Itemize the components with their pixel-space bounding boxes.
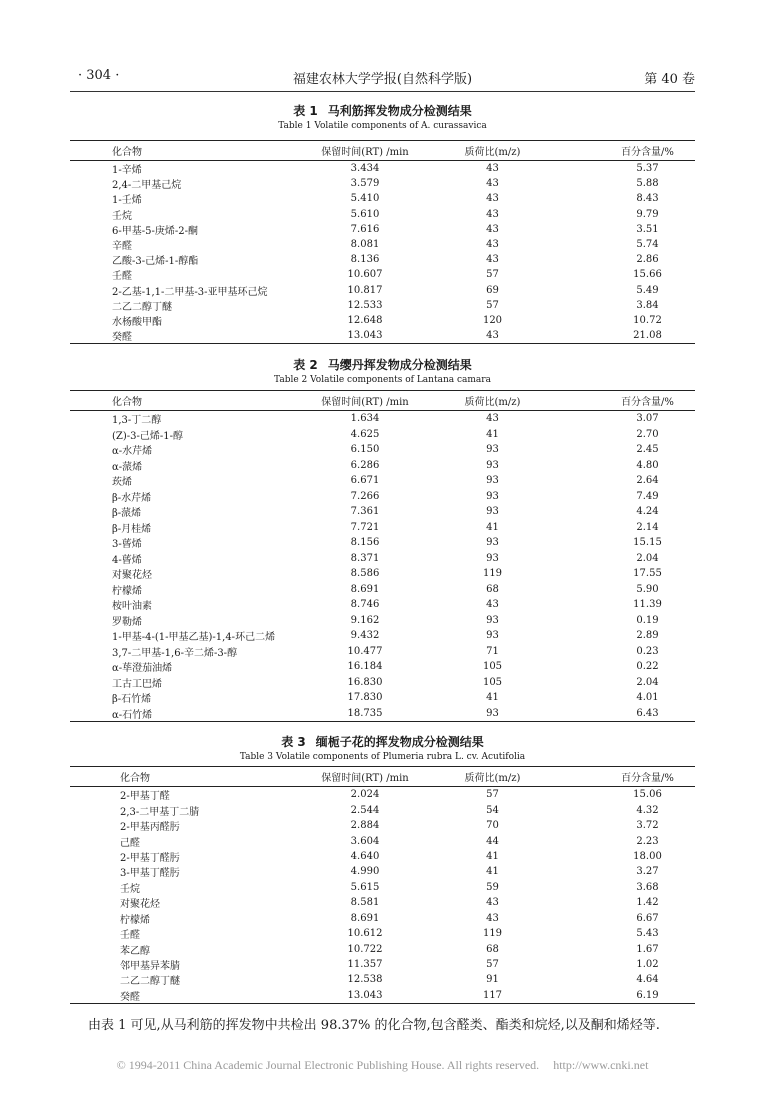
cell-retention-time: 13.043 (295, 328, 435, 344)
cell-mass-charge: 93 (435, 706, 550, 722)
cell-compound: 己醛 (120, 837, 140, 849)
cell-percentage: 2.64 (636, 475, 659, 487)
table-row (70, 864, 695, 879)
table-3-caption (70, 734, 695, 763)
cell-percentage: 0.22 (636, 661, 659, 673)
cell-compound: 对聚花烃 (112, 570, 152, 582)
header-rule (70, 91, 695, 92)
cell-retention-time: 7.266 (350, 490, 380, 502)
cell-mass-charge: 69 (486, 284, 499, 296)
cell-compound: 乙酸-3-己烯-1-醇酯 (112, 256, 199, 268)
cell-mass-charge: 91 (486, 974, 499, 986)
cell-retention-time: 8.586 (350, 568, 380, 580)
cell-mass-charge: 43 (486, 223, 499, 235)
col-header-retention-time: 保留时间(RT) /min (295, 141, 435, 161)
cell-compound: 1-辛烯 (112, 165, 142, 177)
cell-retention-time: 10.817 (347, 284, 383, 296)
col-header-percentage: 百分含量/% (550, 391, 695, 411)
table-row (70, 328, 695, 344)
cell-mass-charge: 119 (482, 928, 503, 940)
table-row (70, 427, 695, 443)
cell-percentage: 5.88 (636, 178, 659, 190)
cell-retention-time: 8.691 (350, 912, 380, 924)
table-row (70, 551, 695, 567)
table-3-title-en: Table 3 Volatile components of Plumeria rubra L. cv. Acutifolia (239, 752, 526, 762)
cell-retention-time: 8.691 (350, 583, 380, 595)
cell-retention-time: 7.721 (350, 521, 380, 533)
cell-percentage: 2.89 (636, 630, 659, 642)
cell-mass-charge: 43 (486, 193, 499, 205)
cell-mass-charge: 120 (482, 314, 503, 326)
table-row (70, 613, 695, 629)
cell-mass-charge: 93 (486, 630, 499, 642)
cell-compound: 2-甲基丁醛 (120, 791, 170, 803)
table-row (70, 582, 695, 598)
volume-label: 第 40 卷 (644, 72, 695, 87)
table-row (70, 972, 695, 987)
table-row (70, 176, 695, 191)
cell-retention-time: 3.579 (350, 178, 380, 190)
table-1-title-en: Table 1 Volatile components of A. curassavica (278, 121, 487, 131)
table-row (70, 298, 695, 313)
page-number: · 304 · (78, 68, 120, 83)
cell-compound: 2-甲基丙醛肟 (120, 822, 180, 834)
cell-mass-charge: 43 (486, 599, 499, 611)
cell-percentage: 9.79 (636, 208, 659, 220)
cell-mass-charge: 41 (486, 850, 499, 862)
cell-percentage: 1.02 (636, 959, 659, 971)
cell-compound: 1-甲基-4-(1-甲基乙基)-1,4-环己二烯 (112, 632, 276, 644)
table-row (70, 473, 695, 489)
body-paragraph: 由表 1 可见,从马利筋的挥发物中共检出 98.37% 的化合物,包含醛类、酯类和烷烃,以及酮和烯烃等. (88, 1018, 660, 1033)
cell-percentage: 1.42 (636, 897, 659, 909)
cell-compound: 2,3-二甲基丁二腈 (120, 806, 200, 818)
cell-percentage: 2.70 (636, 428, 659, 440)
cell-compound: 1-壬烯 (112, 195, 142, 207)
cell-percentage: 11.39 (633, 599, 662, 611)
cell-compound: α-石竹烯 (70, 706, 295, 722)
cell-percentage: 4.64 (636, 974, 659, 986)
col-header-percentage: 百分含量/% (550, 141, 695, 161)
table-row (70, 222, 695, 237)
table-row (70, 411, 695, 427)
cell-compound: 4-蒈烯 (112, 554, 142, 566)
cell-mass-charge: 93 (486, 444, 499, 456)
cell-compound: α-荜澄茄油烯 (112, 663, 173, 675)
cell-compound: 二乙二醇丁醚 (120, 976, 180, 988)
cell-retention-time: 6.671 (350, 475, 380, 487)
cell-compound: 3,7-二甲基-1,6-辛二烯-3-醇 (112, 647, 238, 659)
col-header-compound: 化合物 (70, 141, 295, 161)
cell-compound: β-蒎烯 (112, 508, 142, 520)
table-row (70, 818, 695, 833)
cell-percentage: 2.86 (636, 254, 659, 266)
cell-percentage: 4.01 (636, 692, 659, 704)
col-header-compound: 化合物 (70, 391, 295, 411)
cell-retention-time: 9.162 (350, 614, 380, 626)
cell-compound: 壬烷 (112, 210, 132, 222)
cell-compound: α-蒎烯 (112, 461, 143, 473)
cell-percentage: 8.43 (636, 193, 659, 205)
cell-retention-time: 6.286 (350, 459, 380, 471)
cell-mass-charge: 57 (486, 959, 499, 971)
table-row (70, 442, 695, 458)
cell-compound: 壬烷 (120, 883, 140, 895)
cell-retention-time: 5.610 (350, 208, 380, 220)
cell-retention-time: 10.477 (347, 645, 383, 657)
table-row (70, 957, 695, 972)
cell-percentage: 3.27 (636, 866, 659, 878)
copyright-notice: © 1994-2011 China Academic Journal Electronic Publishing House. All rights reserved. (116, 1058, 540, 1072)
cell-percentage: 7.49 (636, 490, 659, 502)
table-row (70, 675, 695, 691)
table-2-title-en: Table 2 Volatile components of Lantana camara (274, 375, 491, 385)
cell-compound: 柠檬烯 (112, 585, 142, 597)
cell-mass-charge: 43 (435, 328, 550, 344)
cell-percentage: 5.74 (636, 239, 659, 251)
cell-percentage: 5.90 (636, 583, 659, 595)
table-row (70, 237, 695, 252)
table-row (70, 659, 695, 675)
cell-mass-charge: 93 (486, 475, 499, 487)
cell-retention-time: 5.615 (350, 881, 380, 893)
col-header-retention-time: 保留时间(RT) /min (295, 391, 435, 411)
cell-retention-time: 3.434 (350, 163, 380, 175)
cell-mass-charge: 93 (486, 490, 499, 502)
cell-mass-charge: 43 (486, 163, 499, 175)
cell-retention-time: 2.884 (350, 820, 380, 832)
cell-mass-charge: 68 (486, 943, 499, 955)
table-row (70, 161, 695, 177)
table-row (70, 802, 695, 817)
cell-mass-charge: 43 (486, 239, 499, 251)
cell-percentage: 21.08 (550, 328, 695, 344)
table-row (70, 191, 695, 206)
table-row (70, 787, 695, 803)
cell-percentage: 2.14 (636, 521, 659, 533)
table-row (70, 988, 695, 1004)
cell-mass-charge: 43 (486, 897, 499, 909)
cell-mass-charge: 93 (486, 614, 499, 626)
cell-compound: 3-蒈烯 (112, 539, 142, 551)
table-1-title-zh: 表 1 马利筋挥发物成分检测结果 (293, 104, 472, 118)
journal-title: 福建农林大学学报(自然科学版) (292, 72, 473, 87)
table-row (70, 895, 695, 910)
cell-compound: 2-乙基-1,1-二甲基-3-亚甲基环己烷 (112, 286, 268, 298)
cell-compound: (Z)-3-己烯-1-醇 (112, 430, 183, 442)
table-row (70, 267, 695, 282)
table-row (70, 644, 695, 660)
cell-percentage: 5.49 (636, 284, 659, 296)
cell-retention-time: 2.544 (350, 804, 380, 816)
cell-mass-charge: 41 (486, 521, 499, 533)
table-row (70, 880, 695, 895)
table-row (70, 489, 695, 505)
cell-retention-time: 8.156 (350, 537, 380, 549)
page-footer (28, 1058, 737, 1073)
cell-compound: 邻甲基异苯腈 (120, 961, 180, 973)
cell-mass-charge: 43 (486, 178, 499, 190)
cell-compound: β-水芹烯 (112, 492, 152, 504)
cell-compound: β-月桂烯 (112, 523, 152, 535)
cell-retention-time: 13.043 (295, 988, 435, 1004)
table-row (70, 504, 695, 520)
cell-percentage: 15.66 (633, 269, 662, 281)
cell-percentage: 0.23 (636, 645, 659, 657)
table-row (70, 911, 695, 926)
cell-compound: 2,4-二甲基己烷 (112, 180, 182, 192)
cell-compound: 柠檬烯 (120, 914, 150, 926)
cell-mass-charge: 41 (486, 692, 499, 704)
table-row (70, 458, 695, 474)
col-header-mass-charge: 质荷比(m/z) (435, 141, 550, 161)
cell-percentage: 6.67 (636, 912, 659, 924)
cell-compound: 1,3-丁二醇 (112, 415, 162, 427)
cell-mass-charge: 43 (486, 208, 499, 220)
cell-compound: 对聚花烃 (120, 899, 160, 911)
cell-compound: α-水芹烯 (112, 446, 153, 458)
table-header-row (70, 391, 695, 411)
table-row (70, 706, 695, 722)
cell-percentage: 2.45 (636, 444, 659, 456)
cell-compound: 苯乙醇 (120, 945, 150, 957)
cell-retention-time: 10.612 (347, 928, 383, 940)
page-header (70, 64, 695, 86)
col-header-mass-charge: 质荷比(m/z) (435, 767, 550, 787)
cell-percentage: 1.67 (636, 943, 659, 955)
cell-compound: 癸醛 (70, 328, 295, 344)
table-header-row (70, 141, 695, 161)
cell-retention-time: 11.357 (347, 959, 383, 971)
table-row (70, 252, 695, 267)
cell-compound: 3-甲基丁醛肟 (120, 868, 180, 880)
cell-retention-time: 4.640 (350, 850, 380, 862)
cell-mass-charge: 41 (486, 866, 499, 878)
cell-percentage: 2.04 (636, 552, 659, 564)
cell-compound: β-石竹烯 (112, 694, 152, 706)
cell-mass-charge: 70 (486, 820, 499, 832)
cell-percentage: 18.00 (633, 850, 662, 862)
cell-percentage: 0.19 (636, 614, 659, 626)
cell-percentage: 6.19 (550, 988, 695, 1004)
table-row (70, 520, 695, 536)
cell-compound: 莰烯 (112, 477, 132, 489)
cnki-url: http://www.cnki.net (553, 1058, 649, 1072)
cell-mass-charge: 68 (486, 583, 499, 595)
cell-mass-charge: 119 (482, 568, 503, 580)
cell-retention-time: 7.361 (350, 506, 380, 518)
table-1 (70, 140, 695, 344)
cell-percentage: 5.43 (636, 928, 659, 940)
cell-retention-time: 4.990 (350, 866, 380, 878)
table-header-row (70, 767, 695, 787)
cell-mass-charge: 93 (486, 459, 499, 471)
cell-mass-charge: 41 (486, 428, 499, 440)
cell-retention-time: 4.625 (350, 428, 380, 440)
table-row (70, 566, 695, 582)
cell-retention-time: 8.746 (350, 599, 380, 611)
cell-compound: 二乙二醇丁醚 (112, 301, 172, 313)
table-row (70, 690, 695, 706)
cell-compound: 癸醛 (70, 988, 295, 1004)
table-2 (70, 390, 695, 722)
cell-mass-charge: 57 (486, 789, 499, 801)
cell-mass-charge: 54 (486, 804, 499, 816)
cell-retention-time: 5.410 (350, 193, 380, 205)
col-header-mass-charge: 质荷比(m/z) (435, 391, 550, 411)
cell-percentage: 4.32 (636, 804, 659, 816)
cell-compound: 壬醛 (112, 271, 132, 283)
cell-compound: 2-甲基丁醛肟 (120, 852, 180, 864)
cell-compound: 6-甲基-5-庚烯-2-酮 (112, 225, 198, 237)
table-1-caption (70, 103, 695, 132)
cell-percentage: 4.24 (636, 506, 659, 518)
cell-mass-charge: 43 (486, 254, 499, 266)
cell-mass-charge: 93 (486, 506, 499, 518)
table-3-title-zh: 表 3 缅栀子花的挥发物成分检测结果 (281, 735, 484, 749)
cell-percentage: 15.06 (633, 789, 662, 801)
cell-percentage: 15.15 (633, 537, 662, 549)
cell-mass-charge: 57 (486, 299, 499, 311)
cell-percentage: 3.72 (636, 820, 659, 832)
cell-compound: 水杨酸甲酯 (112, 316, 162, 328)
table-2-caption (70, 357, 695, 386)
cell-mass-charge: 93 (486, 537, 499, 549)
cell-mass-charge: 57 (486, 269, 499, 281)
cell-retention-time: 8.136 (350, 254, 380, 266)
cell-mass-charge: 71 (486, 645, 499, 657)
cell-retention-time: 1.634 (350, 413, 380, 425)
cell-retention-time: 12.648 (347, 314, 383, 326)
cell-retention-time: 16.184 (347, 661, 383, 673)
table-row (70, 313, 695, 328)
cell-mass-charge: 93 (486, 552, 499, 564)
cell-retention-time: 16.830 (347, 676, 383, 688)
table-row (70, 283, 695, 298)
table-row (70, 849, 695, 864)
cell-compound: 罗勒烯 (112, 616, 142, 628)
cell-percentage: 6.43 (550, 706, 695, 722)
cell-retention-time: 10.607 (347, 269, 383, 281)
cell-compound: 辛醛 (112, 241, 132, 253)
cell-percentage: 17.55 (633, 568, 662, 580)
cell-retention-time: 10.722 (347, 943, 383, 955)
cell-retention-time: 8.581 (350, 897, 380, 909)
cell-mass-charge: 105 (482, 661, 503, 673)
cell-retention-time: 7.616 (350, 223, 380, 235)
cell-compound: 桉叶油素 (112, 601, 152, 613)
col-header-compound: 化合物 (70, 767, 295, 787)
cell-percentage: 3.07 (636, 413, 659, 425)
cell-mass-charge: 117 (435, 988, 550, 1004)
cell-retention-time: 9.432 (350, 630, 380, 642)
cell-retention-time: 12.538 (347, 974, 383, 986)
cell-percentage: 10.72 (633, 314, 662, 326)
col-header-percentage: 百分含量/% (550, 767, 695, 787)
cell-percentage: 3.51 (636, 223, 659, 235)
cell-mass-charge: 43 (486, 413, 499, 425)
cell-percentage: 3.84 (636, 299, 659, 311)
table-row (70, 207, 695, 222)
cell-percentage: 2.23 (636, 835, 659, 847)
table-row (70, 833, 695, 848)
cell-compound: 工古工巴烯 (112, 678, 162, 690)
cell-retention-time: 2.024 (350, 789, 380, 801)
cell-percentage: 4.80 (636, 459, 659, 471)
cell-retention-time: 18.735 (295, 706, 435, 722)
cell-percentage: 3.68 (636, 881, 659, 893)
col-header-retention-time: 保留时间(RT) /min (295, 767, 435, 787)
table-row (70, 597, 695, 613)
cell-mass-charge: 59 (486, 881, 499, 893)
cell-retention-time: 8.371 (350, 552, 380, 564)
cell-mass-charge: 44 (486, 835, 499, 847)
cell-percentage: 5.37 (636, 163, 659, 175)
cell-retention-time: 3.604 (350, 835, 380, 847)
cell-retention-time: 6.150 (350, 444, 380, 456)
cell-retention-time: 12.533 (347, 299, 383, 311)
cell-compound: 壬醛 (120, 930, 140, 942)
cell-mass-charge: 43 (486, 912, 499, 924)
table-row (70, 535, 695, 551)
table-row (70, 628, 695, 644)
table-row (70, 941, 695, 956)
table-row (70, 926, 695, 941)
cell-percentage: 2.04 (636, 676, 659, 688)
table-2-title-zh: 表 2 马缨丹挥发物成分检测结果 (293, 358, 472, 372)
table-3 (70, 766, 695, 1004)
cell-retention-time: 17.830 (347, 692, 383, 704)
cell-mass-charge: 105 (482, 676, 503, 688)
cell-retention-time: 8.081 (350, 239, 380, 251)
